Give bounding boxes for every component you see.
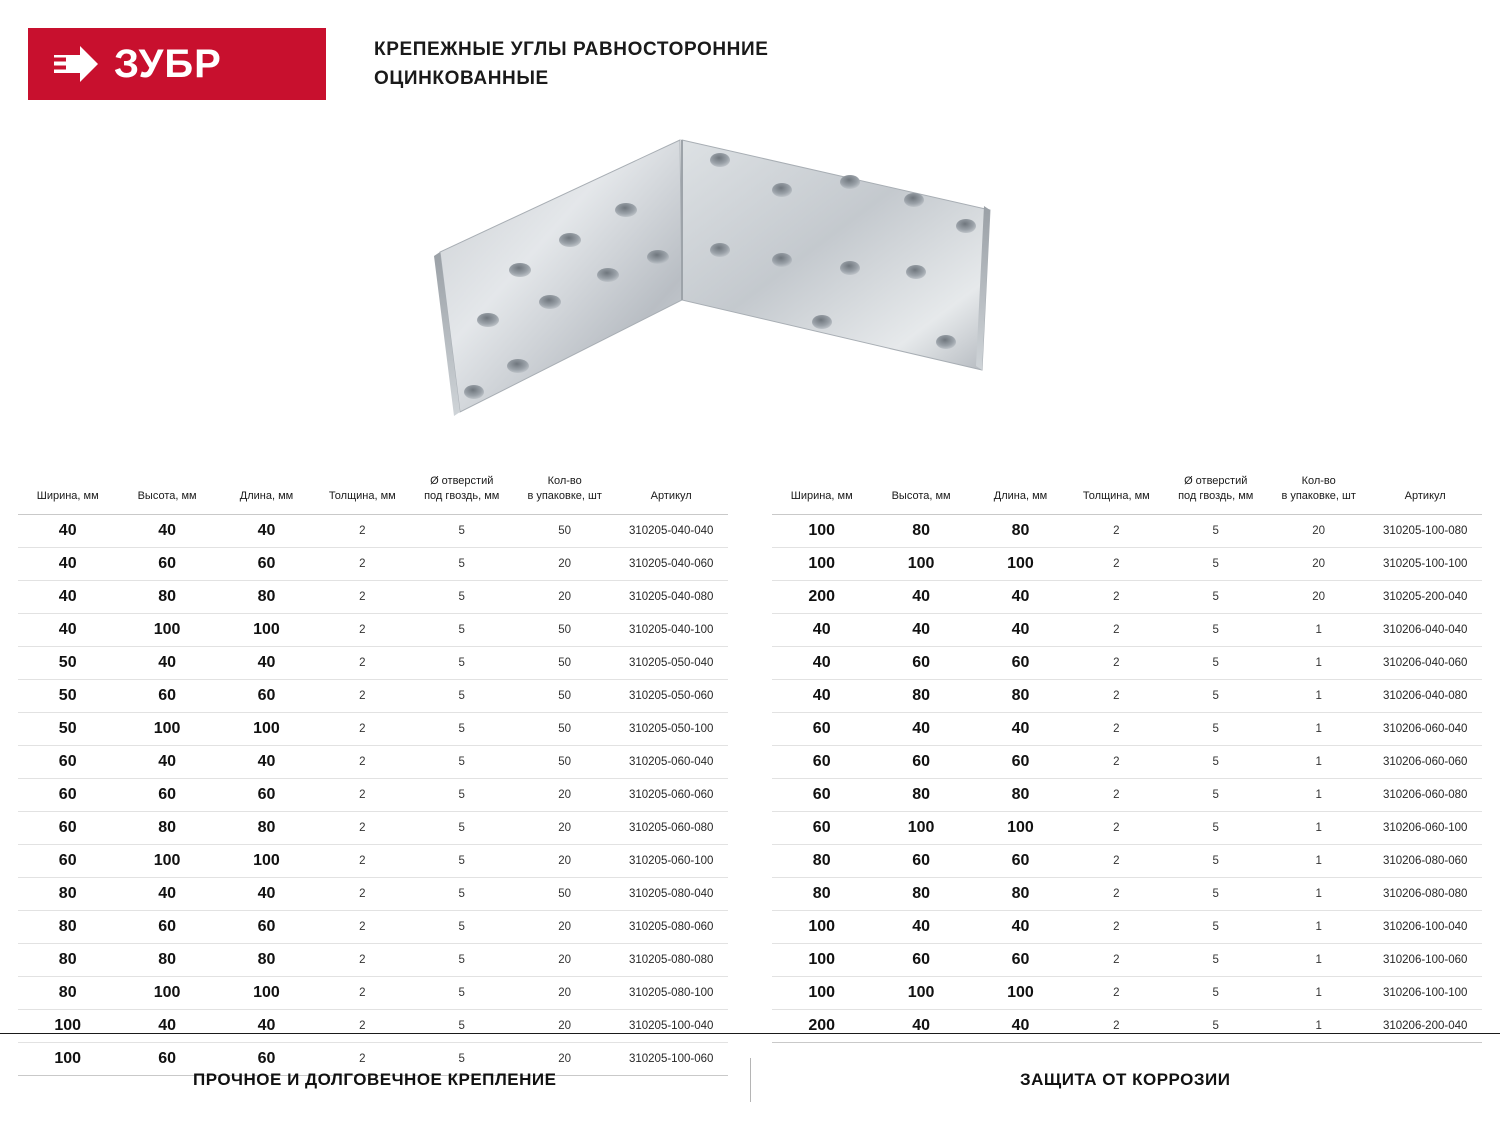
table-cell: 5 [1162,811,1269,844]
table-row [18,844,728,877]
table-row [18,613,728,646]
table-cell: 60 [871,745,970,778]
table-cell: 2 [1070,646,1162,679]
table-cell: 1 [1269,745,1368,778]
table-cell: 310206-080-060 [1368,844,1482,877]
table-cell: 2 [316,514,408,547]
table-cell: 1 [1269,943,1368,976]
table-cell: 80 [971,679,1070,712]
table-cell: 20 [515,1009,614,1042]
table-cell: 5 [408,745,515,778]
page-title [374,28,769,93]
table-cell: 40 [217,1009,316,1042]
table-cell: 20 [1269,580,1368,613]
col-hole-diameter: Ø отверстий под гвоздь, мм [408,470,515,514]
table-cell: 50 [18,646,117,679]
table-cell: 310205-080-080 [614,943,728,976]
col-thickness: Толщина, мм [1070,470,1162,514]
table-cell: 100 [871,547,970,580]
table-cell: 5 [408,778,515,811]
table-cell: 50 [515,679,614,712]
table-cell: 40 [18,580,117,613]
table-cell: 40 [217,877,316,910]
table-cell: 40 [971,580,1070,613]
table-row [18,976,728,1009]
col-length: Длина, мм [217,470,316,514]
footer-claim-right: ЗАЩИТА ОТ КОРРОЗИИ [1020,1069,1231,1089]
table-row [18,580,728,613]
table-cell: 1 [1269,844,1368,877]
table-cell: 100 [871,811,970,844]
table-cell: 200 [772,580,871,613]
table-cell: 100 [772,943,871,976]
table-cell: 5 [408,1042,515,1075]
table-cell: 2 [316,679,408,712]
table-cell: 2 [316,1009,408,1042]
table-row [772,580,1482,613]
table-cell: 310205-100-100 [1368,547,1482,580]
table-cell: 2 [1070,910,1162,943]
table-cell: 310206-060-080 [1368,778,1482,811]
specs-table-right [772,470,1482,1043]
table-row [772,745,1482,778]
table-cell: 100 [117,976,216,1009]
table-cell: 20 [515,976,614,1009]
table-cell: 60 [217,679,316,712]
table-cell: 80 [18,910,117,943]
table-cell: 2 [1070,712,1162,745]
table-cell: 60 [217,547,316,580]
col-height: Высота, мм [117,470,216,514]
table-cell: 5 [408,547,515,580]
table-cell: 310205-080-040 [614,877,728,910]
col-height: Высота, мм [871,470,970,514]
table-cell: 2 [316,844,408,877]
table-cell: 80 [971,514,1070,547]
table-cell: 40 [971,1009,1070,1042]
table-cell: 40 [772,646,871,679]
table-cell: 310205-060-080 [614,811,728,844]
table-cell: 310206-040-040 [1368,613,1482,646]
table-row [772,679,1482,712]
table-cell: 5 [1162,580,1269,613]
table-row [772,778,1482,811]
table-cell: 20 [515,811,614,844]
table-cell: 5 [1162,778,1269,811]
table-cell: 2 [1070,613,1162,646]
table-cell: 40 [217,514,316,547]
table-cell: 5 [1162,877,1269,910]
table-cell: 60 [871,646,970,679]
table-cell: 100 [117,613,216,646]
table-cell: 50 [515,745,614,778]
table-cell: 20 [515,910,614,943]
brand-logo [28,28,326,100]
table-cell: 2 [1070,976,1162,1009]
table-row [18,778,728,811]
col-thickness: Толщина, мм [316,470,408,514]
table-cell: 40 [18,613,117,646]
table-cell: 60 [117,679,216,712]
table-cell: 80 [217,943,316,976]
table-cell: 40 [871,613,970,646]
table-cell: 310206-080-080 [1368,877,1482,910]
table-cell: 310205-050-040 [614,646,728,679]
table-cell: 40 [117,745,216,778]
table-cell: 100 [117,712,216,745]
table-cell: 80 [117,943,216,976]
table-cell: 40 [871,910,970,943]
table-row [18,943,728,976]
table-cell: 100 [772,976,871,1009]
table-cell: 2 [316,910,408,943]
table-cell: 100 [217,844,316,877]
table-cell: 60 [117,547,216,580]
table-cell: 310206-060-040 [1368,712,1482,745]
table-cell: 5 [1162,910,1269,943]
table-cell: 310206-040-060 [1368,646,1482,679]
table-cell: 1 [1269,712,1368,745]
table-cell: 100 [772,514,871,547]
table-cell: 2 [1070,877,1162,910]
page-footer [0,1033,1500,1125]
table-cell: 310205-040-060 [614,547,728,580]
table-cell: 2 [316,811,408,844]
table-cell: 60 [18,844,117,877]
table-row [772,547,1482,580]
table-cell: 80 [871,877,970,910]
table-cell: 310205-050-100 [614,712,728,745]
table-cell: 5 [408,580,515,613]
table-cell: 2 [1070,679,1162,712]
table-cell: 60 [772,745,871,778]
table-cell: 80 [117,811,216,844]
table-cell: 200 [772,1009,871,1042]
table-cell: 60 [18,811,117,844]
table-row [18,712,728,745]
table-cell: 80 [971,877,1070,910]
table-cell: 310205-080-060 [614,910,728,943]
table-cell: 20 [515,844,614,877]
table-cell: 5 [408,514,515,547]
table-cell: 5 [408,712,515,745]
table-cell: 60 [117,910,216,943]
table-cell: 1 [1269,877,1368,910]
table-row [772,514,1482,547]
table-cell: 310205-060-060 [614,778,728,811]
table-cell: 20 [1269,514,1368,547]
col-hole-diameter: Ø отверстий под гвоздь, мм [1162,470,1269,514]
table-row [772,943,1482,976]
table-cell: 1 [1269,811,1368,844]
col-article: Артикул [614,470,728,514]
table-cell: 40 [871,712,970,745]
table-cell: 5 [1162,844,1269,877]
table-cell: 60 [18,745,117,778]
table-row [18,646,728,679]
table-cell: 20 [515,547,614,580]
table-cell: 310206-040-080 [1368,679,1482,712]
table-cell: 2 [1070,580,1162,613]
table-cell: 60 [217,910,316,943]
table-body-left [18,514,728,1075]
table-row [18,877,728,910]
col-pack-quantity: Кол-во в упаковке, шт [1269,470,1368,514]
table-cell: 80 [18,877,117,910]
table-cell: 80 [217,580,316,613]
table-cell: 310205-040-080 [614,580,728,613]
table-cell: 60 [772,712,871,745]
table-cell: 5 [1162,712,1269,745]
table-cell: 1 [1269,976,1368,1009]
table-cell: 100 [217,613,316,646]
table-cell: 60 [871,943,970,976]
table-cell: 2 [1070,1009,1162,1042]
page-title-line2: ОЦИНКОВАННЫЕ [374,67,549,89]
table-cell: 50 [18,712,117,745]
table-cell: 60 [971,943,1070,976]
table-cell: 310206-100-100 [1368,976,1482,1009]
table-cell: 1 [1269,679,1368,712]
table-cell: 80 [772,877,871,910]
table-cell: 310205-100-060 [614,1042,728,1075]
table-row [772,877,1482,910]
table-row [772,811,1482,844]
table-cell: 310205-040-100 [614,613,728,646]
table-cell: 60 [18,778,117,811]
table-cell: 40 [971,712,1070,745]
table-cell: 5 [1162,745,1269,778]
table-cell: 5 [1162,976,1269,1009]
table-cell: 310205-060-040 [614,745,728,778]
table-cell: 310205-060-100 [614,844,728,877]
table-cell: 40 [217,646,316,679]
table-header-row [18,470,728,514]
table-row [772,976,1482,1009]
table-cell: 5 [408,811,515,844]
page-header [28,28,769,100]
table-cell: 60 [217,778,316,811]
table-cell: 2 [316,943,408,976]
table-cell: 1 [1269,910,1368,943]
table-cell: 40 [18,514,117,547]
table-row [18,514,728,547]
table-row [18,745,728,778]
table-cell: 40 [117,514,216,547]
table-cell: 50 [515,712,614,745]
table-cell: 310205-100-080 [1368,514,1482,547]
table-cell: 40 [871,580,970,613]
table-cell: 2 [316,1042,408,1075]
table-cell: 80 [971,778,1070,811]
specs-table-left [18,470,728,1076]
table-cell: 80 [18,943,117,976]
specs-table-left-wrap [18,470,728,1076]
table-cell: 80 [871,778,970,811]
table-cell: 310206-060-060 [1368,745,1482,778]
table-cell: 310206-060-100 [1368,811,1482,844]
table-cell: 5 [408,844,515,877]
table-cell: 1 [1269,778,1368,811]
page-title-line1: КРЕПЕЖНЫЕ УГЛЫ РАВНОСТОРОННИЕ [374,39,769,60]
col-width: Ширина, мм [772,470,871,514]
table-cell: 80 [871,679,970,712]
table-cell: 20 [515,943,614,976]
table-cell: 60 [217,1042,316,1075]
table-cell: 2 [1070,745,1162,778]
table-cell: 80 [772,844,871,877]
table-body-right [772,514,1482,1042]
table-cell: 100 [18,1009,117,1042]
table-cell: 40 [772,613,871,646]
table-cell: 100 [871,976,970,1009]
table-cell: 40 [18,547,117,580]
table-cell: 100 [117,844,216,877]
table-cell: 100 [217,976,316,1009]
table-cell: 5 [408,943,515,976]
table-cell: 2 [316,745,408,778]
table-cell: 20 [515,778,614,811]
table-cell: 50 [515,646,614,679]
col-width: Ширина, мм [18,470,117,514]
table-cell: 5 [408,1009,515,1042]
table-cell: 40 [217,745,316,778]
table-cell: 100 [971,811,1070,844]
table-row [772,910,1482,943]
table-cell: 100 [971,547,1070,580]
table-row [18,547,728,580]
table-cell: 100 [772,910,871,943]
table-cell: 100 [971,976,1070,1009]
table-cell: 50 [515,877,614,910]
table-cell: 60 [772,778,871,811]
table-cell: 40 [871,1009,970,1042]
table-cell: 2 [316,646,408,679]
table-cell: 80 [217,811,316,844]
table-cell: 20 [1269,547,1368,580]
table-row [772,613,1482,646]
table-cell: 5 [408,613,515,646]
table-cell: 2 [316,976,408,1009]
table-cell: 40 [117,877,216,910]
table-cell: 5 [1162,613,1269,646]
table-cell: 2 [1070,844,1162,877]
table-cell: 50 [18,679,117,712]
table-cell: 80 [117,580,216,613]
table-cell: 2 [1070,778,1162,811]
table-cell: 310205-080-100 [614,976,728,1009]
table-cell: 2 [316,877,408,910]
table-cell: 5 [1162,943,1269,976]
table-cell: 5 [408,976,515,1009]
table-cell: 310206-200-040 [1368,1009,1482,1042]
table-cell: 50 [515,514,614,547]
table-cell: 5 [408,646,515,679]
table-cell: 60 [971,844,1070,877]
table-cell: 60 [117,778,216,811]
table-cell: 100 [772,547,871,580]
table-cell: 310206-100-060 [1368,943,1482,976]
table-cell: 60 [871,844,970,877]
table-header-row [772,470,1482,514]
table-cell: 1 [1269,613,1368,646]
table-cell: 310205-040-040 [614,514,728,547]
table-cell: 310206-100-040 [1368,910,1482,943]
table-cell: 40 [772,679,871,712]
specs-table-right-wrap [772,470,1482,1076]
table-row [772,646,1482,679]
table-cell: 20 [515,1042,614,1075]
table-cell: 310205-200-040 [1368,580,1482,613]
table-cell: 1 [1269,1009,1368,1042]
table-row [18,910,728,943]
table-cell: 2 [316,613,408,646]
table-cell: 2 [1070,514,1162,547]
table-cell: 80 [18,976,117,1009]
table-cell: 100 [18,1042,117,1075]
table-cell: 5 [1162,1009,1269,1042]
col-length: Длина, мм [971,470,1070,514]
table-cell: 2 [1070,547,1162,580]
footer-claim-left: ПРОЧНОЕ И ДОЛГОВЕЧНОЕ КРЕПЛЕНИЕ [193,1069,557,1089]
table-cell: 2 [316,778,408,811]
brand-name: ЗУБР [114,42,222,86]
table-cell: 2 [1070,943,1162,976]
table-cell: 5 [408,877,515,910]
table-cell: 5 [1162,547,1269,580]
table-cell: 20 [515,580,614,613]
table-cell: 5 [408,910,515,943]
zubr-arrow-icon [50,41,100,87]
table-row [18,679,728,712]
table-cell: 2 [1070,811,1162,844]
table-cell: 40 [971,910,1070,943]
table-cell: 5 [1162,514,1269,547]
table-cell: 5 [408,679,515,712]
table-cell: 5 [1162,679,1269,712]
specification-tables [18,470,1482,1076]
table-cell: 2 [316,547,408,580]
table-row [772,844,1482,877]
col-pack-quantity: Кол-во в упаковке, шт [515,470,614,514]
table-cell: 60 [772,811,871,844]
table-row [18,811,728,844]
table-cell: 2 [316,712,408,745]
table-cell: 2 [316,580,408,613]
col-article: Артикул [1368,470,1482,514]
table-cell: 60 [971,646,1070,679]
product-photo [430,120,1070,440]
table-cell: 5 [1162,646,1269,679]
table-cell: 40 [971,613,1070,646]
table-cell: 80 [871,514,970,547]
table-row [772,712,1482,745]
table-cell: 40 [117,646,216,679]
table-cell: 50 [515,613,614,646]
table-cell: 310205-050-060 [614,679,728,712]
table-cell: 40 [117,1009,216,1042]
table-cell: 100 [217,712,316,745]
table-cell: 60 [971,745,1070,778]
table-cell: 310205-100-040 [614,1009,728,1042]
table-cell: 1 [1269,646,1368,679]
table-cell: 60 [117,1042,216,1075]
